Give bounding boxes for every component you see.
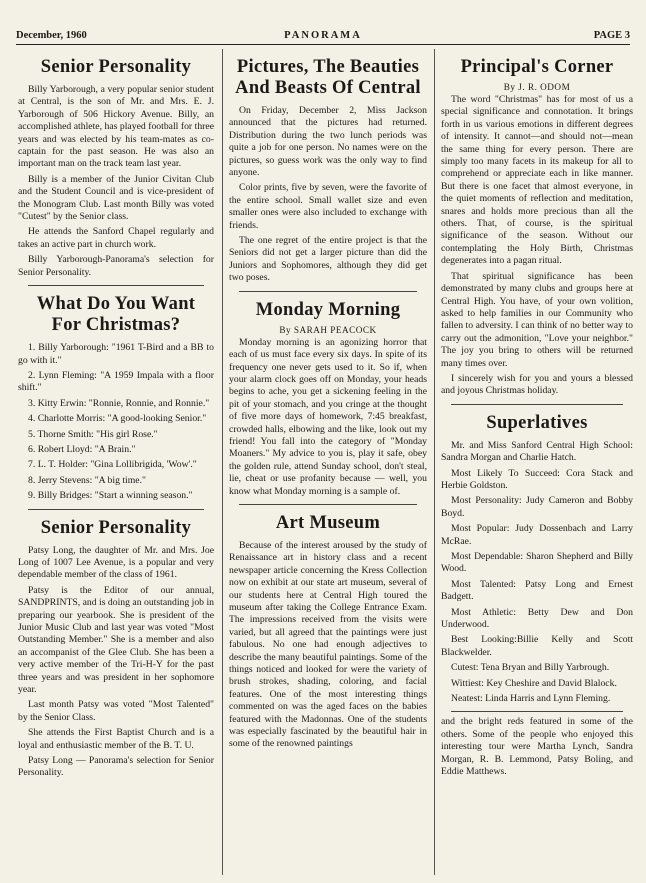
paper-name: PANORAMA <box>284 30 362 41</box>
article-byline: By SARAH PEACOCK <box>279 324 377 335</box>
wish-item: 4. Charlotte Morris: "A good-looking Senior." <box>28 413 207 425</box>
article-separator <box>28 285 204 286</box>
article-paragraph: Because of the interest aroused by the study of Renaissance art in history class and a recent newspaper article concerning the Kress Collection now on exhibit at our state art museum, several of our students here at Central High toured the museum after taking the College Entrance Exam. The impressions received from the visits were varied, but all agreed that the paintings were just fabulous. No one had enough adjectives to describe the many beautiful paintings. Some of the things noticed and looked for were the variety of brush strokes, shading, coloring, and facial features. One of the most interesting things commented on was the aged faces on the babies featured with the Madonnas. One of the students was especially fascinated by the beautiful hair in some of the renowned paintings <box>229 539 427 750</box>
article-paragraph: Billy is a member of the Junior Civitan Club and the Student Council and is vice-president of the Monogram Club. Last month Billy was voted "Cutest" by the Senior class. <box>18 173 214 223</box>
wish-item: 1. Billy Yarborough: "1961 T-Bird and a BB to go with it." <box>18 342 214 366</box>
article-paragraph: Color prints, five by seven, were the favorite of the entire school. Small wallet size and even smaller ones were also included to exchange with friends. <box>229 182 427 231</box>
wish-item: 9. Billy Bridges: "Start a winning season." <box>28 490 193 502</box>
column-2 <box>229 49 427 875</box>
article-paragraph: Patsy Long — Panorama's selection for Senior Personality. <box>18 755 214 779</box>
article-senior-personality-patsy <box>18 518 214 780</box>
article-headline: Senior Personality <box>40 517 192 538</box>
article-headline: Senior Personality <box>40 57 192 77</box>
headline-line: And Beasts Of Central <box>235 78 421 98</box>
article-senior-personality-billy <box>18 57 214 279</box>
article-headline: Art Museum <box>275 512 381 533</box>
article-paragraph: The word "Christmas" has for most of us a special significance and connotation. It brings forth in us various emotions in different degrees of intensity. It cannot—and should not—mean the same thing for every person. There are simply too many facets in its makeup for all to comprehend or appreciate each in like manner. But there is one facet that almost everyone, in the quiet moments of reflection and meditation, snares and holds more precious than all the others. That, of course, is the spiritual significance of the season. Without our contemplating the Holy Birth, Christmas degenerates into a pagan ritual. <box>441 94 633 267</box>
masthead-rule <box>16 44 630 45</box>
wish-item: 2. Lynn Fleming: "A 1959 Impala with a floor shift." <box>18 369 214 394</box>
article-christmas-wishes <box>18 294 214 502</box>
superlative-entry: Wittiest: Key Cheshire and David Blalock. <box>451 677 617 689</box>
superlative-entry: Most Talented: Patsy Long and Ernest Badgett. <box>441 578 633 603</box>
superlative-entry: Neatest: Linda Harris and Lynn Fleming. <box>451 693 611 705</box>
superlative-entry: Mr. and Miss Sanford Central High School: Sandra Morgan and Charlie Hatch. <box>441 439 633 464</box>
article-paragraph: I sincerely wish for you and yours a blessed and joyous Christmas holiday. <box>441 372 633 397</box>
article-monday-morning <box>229 300 427 498</box>
superlative-entry: Most Athletic: Betty Dew and Don Underwood. <box>441 606 633 631</box>
column-divider-1 <box>222 49 223 875</box>
article-paragraph: Billy Yarborough, a very popular senior student at Central, is the son of Mr. and Mrs. E. J. Yarborough of 506 Hickory Avenue. Billy, an accomplished athlete, has played football for three years and was elected by his team-mates as co-captain for the past season. He was also an important man on the track team last year. <box>18 84 214 170</box>
article-art-museum <box>229 513 427 751</box>
article-paragraph: She attends the First Baptist Church and is a loyal and enthusiastic member of the B. T. U. <box>18 727 214 751</box>
article-separator <box>239 291 417 292</box>
article-paragraph: Patsy is the Editor of our annual, SANDPRINTS, and is doing an outstanding job in preparing our yearbook. She is president of the Junior Music Club and last year was voted "Most Outstanding Member." She is a member and also an accompanist of the Glee Club. She has been a very active member of the Tri-H-Y for the past three years and was president in her sophomore year. <box>18 584 214 696</box>
superlative-entry: Cutest: Tena Bryan and Billy Yarbrough. <box>451 662 610 674</box>
article-paragraph: Last month Patsy was voted "Most Talented" by the Senior Class. <box>18 699 214 723</box>
headline-line: For Christmas? <box>51 315 181 336</box>
article-paragraph: That spiritual significance has been demonstrated by many clubs and groups here at Central High. You have, of your own volition, asked to help families in our Community who fallen to adversity. I can think of no better way to carry out the admonition, "Love your neighbor." The joy you bring to others will be returned many times over. <box>441 270 633 369</box>
article-headline <box>18 294 214 336</box>
headline-line: Pictures, The Beauties <box>236 57 420 77</box>
page-number: PAGE 3 <box>593 30 630 41</box>
superlative-entry: Most Dependable: Sharon Shepherd and Billy Wood. <box>441 551 633 575</box>
superlative-entry: Best Looking:Billie Kelly and Scott Blackwelder. <box>441 634 633 658</box>
wish-item: 8. Jerry Stevens: "A big time." <box>28 474 146 486</box>
wish-item: 5. Thorne Smith: "His girl Rose." <box>28 428 158 440</box>
wish-item: 3. Kitty Erwin: "Ronnie, Ronnie, and Ronnie." <box>28 397 210 409</box>
article-principals-corner <box>441 57 633 398</box>
article-byline: By J. R. ODOM <box>503 82 571 92</box>
column-divider-2 <box>434 49 435 875</box>
headline-line: What Do You Want <box>36 294 196 315</box>
article-separator <box>451 404 623 405</box>
article-pictures <box>229 57 427 285</box>
article-paragraph: On Friday, December 2, Miss Jackson announced that the pictures had returned. Distribution during the two lunch periods was quite a job for one person. No names were on the pictures, so guess work was the only way to find anyone. <box>229 105 427 179</box>
superlative-entry: Most Likely To Succeed: Cora Stack and Herbie Goldston. <box>441 467 633 491</box>
superlative-entry: Most Popular: Judy Dossenbach and Larry McRae. <box>441 523 633 547</box>
article-separator <box>239 504 417 505</box>
article-paragraph: The one regret of the entire project is that the Seniors did not get a larger picture than did the Juniors and Sophomores, although they did get two poses. <box>229 235 427 284</box>
article-separator <box>28 509 204 510</box>
article-paragraph: Billy Yarborough-Panorama's selection for Senior Personality. <box>18 254 214 278</box>
art-museum-continuation: and the bright reds featured in some of the others. Some of the people who enjoyed this interesting tour were Martha Lynch, Sandra Morgan, R. B. Lemmond, Patsy Boling, and Eddie Matthews. <box>441 716 633 778</box>
article-headline <box>229 57 427 99</box>
wish-item: 7. L. T. Holder: "Gina Lollibrigida, 'Wow'." <box>28 459 197 471</box>
article-headline: Monday Morning <box>255 299 401 320</box>
issue-date: December, 1960 <box>16 30 87 41</box>
wish-item: 6. Robert Lloyd: "A Brain." <box>28 443 136 455</box>
article-paragraph: Patsy Long, the daughter of Mr. and Mrs. Joe Long of 1007 Lee Avenue, is a popular and very dependable member of the class of 1961. <box>18 544 214 581</box>
column-1 <box>18 49 214 875</box>
column-3 <box>441 49 633 875</box>
article-headline: Principal's Corner <box>460 57 614 77</box>
article-headline: Superlatives <box>486 412 588 433</box>
article-superlatives <box>441 413 633 706</box>
article-paragraph: Monday morning is an agonizing horror that each of us must face every six days. In spite of its frequency one never gets used to it. So if, when your alarm clock goes off on Monday, your heads begins to ache, you get a sickening feeling in the pit of your stomach, and you cringe at the thought of five more days of homework, 7:45 breakfast, crowded halls, elbowing and the like, look out my friend! You fall into the category of "Monday Moaners." My advice to you is, play it safe, obey the golden rule, attend Sunday school, don't steal, lie, cheat or use profanity because — well, you know what Monday morning is a sample of. <box>229 336 427 497</box>
article-separator <box>451 711 623 712</box>
superlative-entry: Most Personality: Judy Cameron and Bobby Boyd. <box>441 495 633 519</box>
article-paragraph: He attends the Sanford Chapel regularly and takes an active part in church work. <box>18 226 214 250</box>
